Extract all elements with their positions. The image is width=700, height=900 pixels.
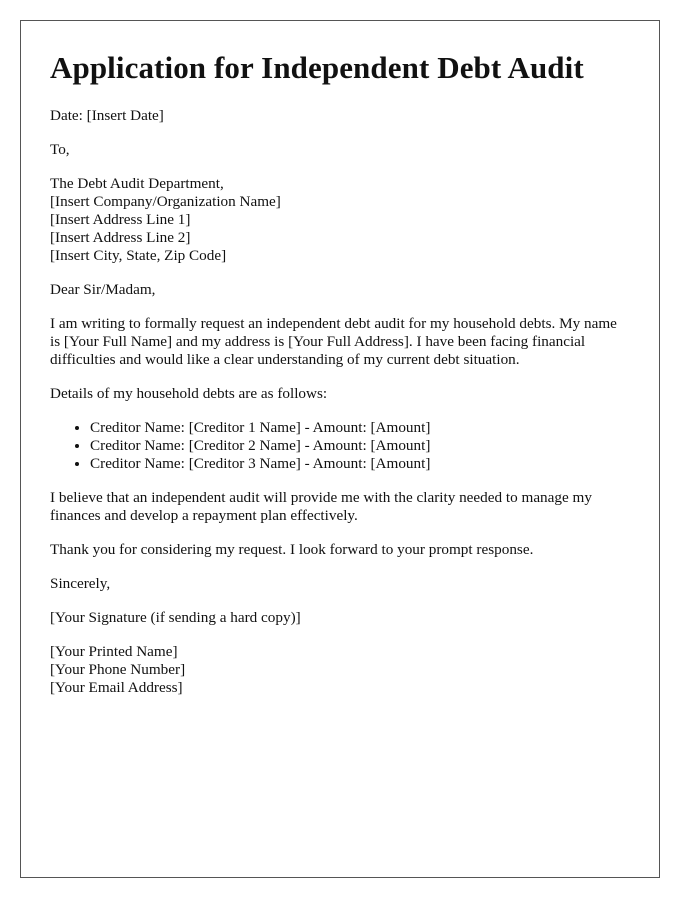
- letter-page: [20, 20, 660, 878]
- debts-intro: Details of my household debts are as follows:: [50, 385, 328, 402]
- debts-list: [50, 419, 630, 473]
- debt-item: • Creditor Name: [Creditor 3 Name] - Amount: [Amount]: [90, 455, 630, 473]
- recipient-department: The Debt Audit Department,: [50, 175, 224, 192]
- debt-item: • Creditor Name: [Creditor 1 Name] - Amount: [Amount]: [90, 419, 630, 437]
- sender-block: [50, 643, 630, 697]
- recipient-address-line-2: [Insert Address Line 2]: [50, 229, 191, 246]
- closing: Sincerely,: [50, 575, 111, 592]
- to-line: To,: [50, 141, 70, 158]
- signature-line: [Your Signature (if sending a hard copy)]: [50, 609, 301, 626]
- recipient-address-line-1: [Insert Address Line 1]: [50, 211, 191, 228]
- sender-phone: [Your Phone Number]: [50, 661, 186, 678]
- belief-paragraph: I believe that an independent audit will provide me with the clarity needed to manage my finances and develop a repayment plan effectively.: [50, 489, 592, 524]
- recipient-company: [Insert Company/Organization Name]: [50, 193, 281, 210]
- date-line: Date: [Insert Date]: [50, 107, 164, 124]
- sender-printed-name: [Your Printed Name]: [50, 643, 178, 660]
- sender-email: [Your Email Address]: [50, 679, 183, 696]
- thanks-paragraph: Thank you for considering my request. I look forward to your prompt response.: [50, 541, 534, 558]
- salutation: Dear Sir/Madam,: [50, 281, 156, 298]
- recipient-city-state-zip: [Insert City, State, Zip Code]: [50, 247, 227, 264]
- letter-title: Application for Independent Debt Audit: [50, 50, 584, 85]
- debt-item: • Creditor Name: [Creditor 2 Name] - Amount: [Amount]: [90, 437, 630, 455]
- intro-paragraph: I am writing to formally request an independent debt audit for my household debts. My name is [Your Full Name] and my address is [Your Full Address]. I have been facing financial difficulties and would like a clear understanding of my current debt situation.: [50, 315, 617, 368]
- recipient-address-block: [50, 175, 630, 265]
